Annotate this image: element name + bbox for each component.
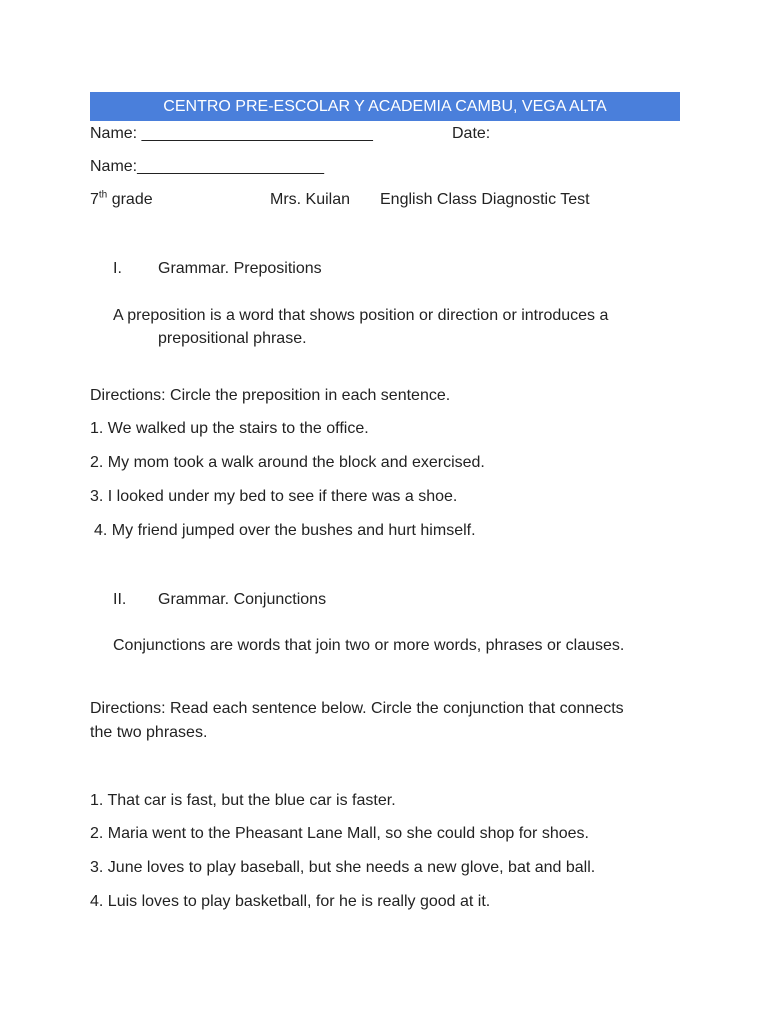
section-1-numeral: I. xyxy=(113,260,122,277)
test-title: English Class Diagnostic Test xyxy=(380,191,590,208)
name-field-2: Name:_____________________ xyxy=(90,158,324,175)
grade-number: 7 xyxy=(90,191,99,208)
section-2-directions-line-2: the two phrases. xyxy=(90,724,208,741)
section-2-definition: Conjunctions are words that join two or more words, phrases or clauses. xyxy=(113,637,625,654)
section-2-numeral: II. xyxy=(113,591,127,608)
grade-suffix: th xyxy=(98,189,108,201)
section-2-directions-line-1: Directions: Read each sentence below. Circle the conjunction that connects xyxy=(90,700,624,717)
section-2-item: 1. That car is fast, but the blue car is faster. xyxy=(90,792,396,809)
date-label: Date: xyxy=(452,125,491,142)
section-2-item: 3. June loves to play baseball, but she needs a new glove, bat and ball. xyxy=(90,859,596,876)
section-1-definition-line-1: A preposition is a word that shows position or direction or introduces a xyxy=(113,307,609,324)
section-2-item: 2. Maria went to the Pheasant Lane Mall, so she could shop for shoes. xyxy=(90,825,589,842)
section-1-item: 3. I looked under my bed to see if there was a shoe. xyxy=(90,488,458,505)
section-1-item: 2. My mom took a walk around the block and exercised. xyxy=(90,454,485,471)
section-1-item: 4. My friend jumped over the bushes and hurt himself. xyxy=(94,522,476,539)
grade-word: grade xyxy=(107,191,153,208)
name-field-1: Name: __________________________ xyxy=(90,125,373,142)
section-2-title: Grammar. Conjunctions xyxy=(158,591,327,608)
section-2-item: 4. Luis loves to play basketball, for he is really good at it. xyxy=(90,893,491,910)
section-1-item: 1. We walked up the stairs to the office. xyxy=(90,420,369,437)
section-1-definition-line-2: prepositional phrase. xyxy=(158,330,307,347)
section-1-directions: Directions: Circle the preposition in each sentence. xyxy=(90,387,451,404)
teacher-name: Mrs. Kuilan xyxy=(270,191,351,208)
section-1-title: Grammar. Prepositions xyxy=(158,260,322,277)
grade-label xyxy=(90,190,153,210)
school-header: CENTRO PRE-ESCOLAR Y ACADEMIA CAMBU, VEGA ALTA xyxy=(90,92,680,121)
